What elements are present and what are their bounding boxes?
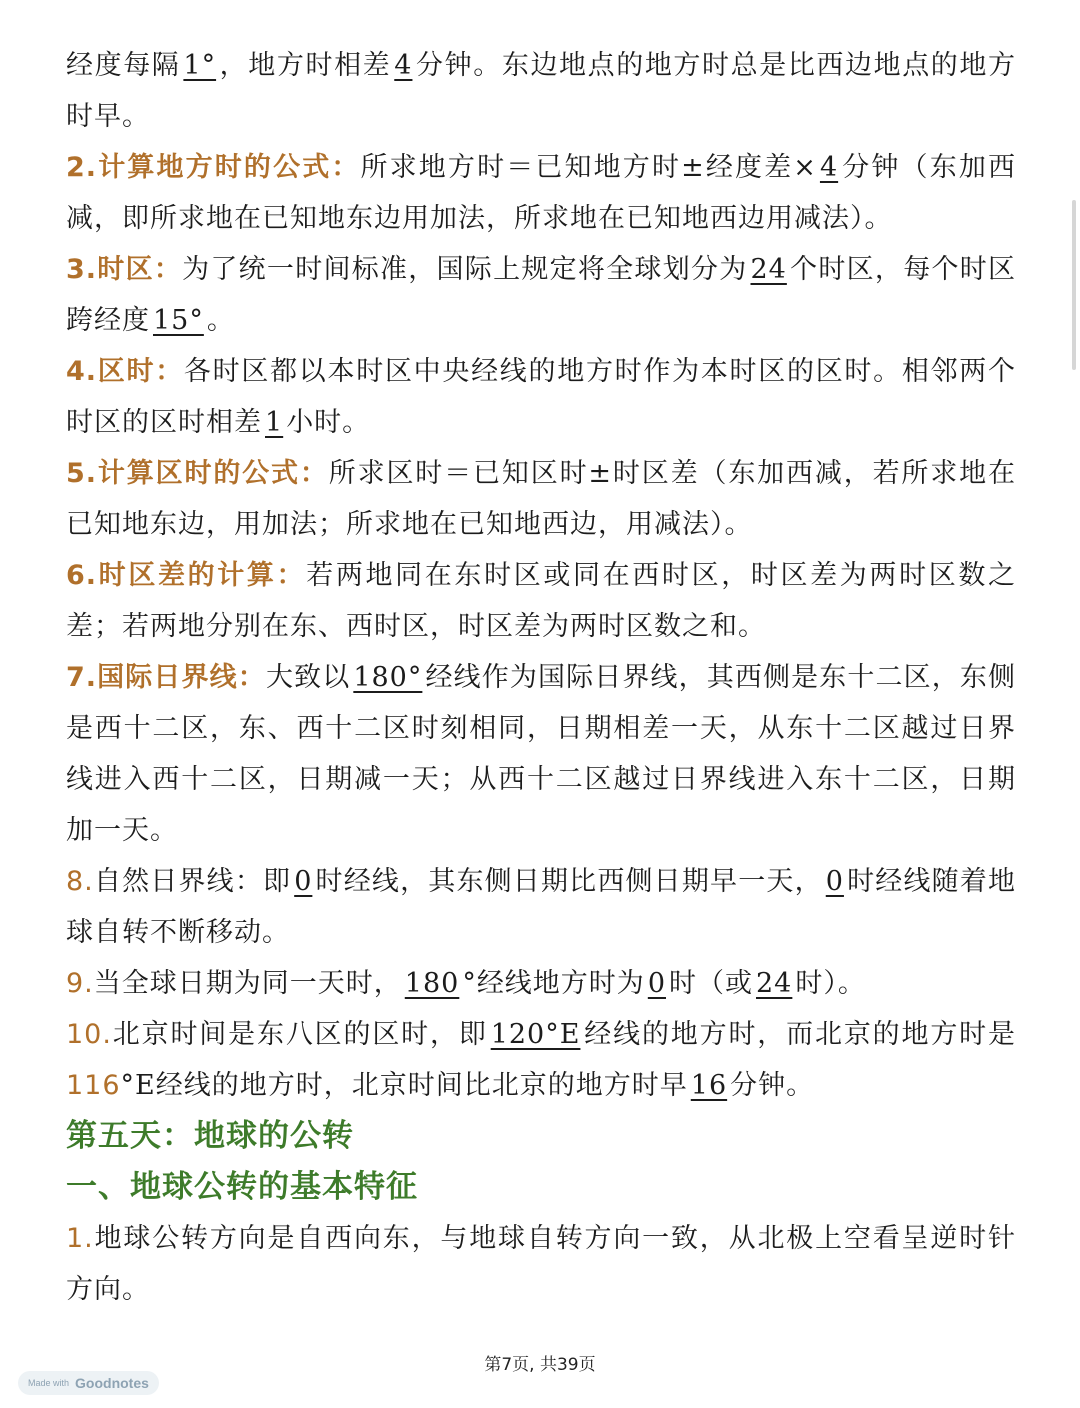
filled-blank: 120°E (490, 1019, 581, 1050)
paragraph-p8 (66, 856, 1016, 958)
paragraph-p10 (66, 1009, 1016, 1111)
paragraph-p7 (66, 652, 1016, 856)
text-segment: 为了统一时间标准，国际上规定将全球划分为 (182, 254, 748, 285)
filled-blank: 1° (183, 50, 217, 81)
term-label: 5.计算区时的公式： (66, 458, 329, 489)
filled-blank: 4 (819, 152, 839, 183)
item-number: 10. (66, 1019, 112, 1050)
text-segment: 各时区都以本时区中央经线的地方时作为本时区的区时。相邻两个时区的区时相差 (66, 356, 1017, 438)
content-area (66, 40, 1016, 1315)
text-segment: 分钟。东边地点的地方时总是比西边地点的地方时早。 (66, 50, 1017, 132)
text-segment: 所求地方时＝已知地方时±经度差× (360, 152, 817, 183)
scrollbar[interactable] (1072, 200, 1076, 370)
text-segment: °E经线的地方时，北京时间比北京的地方时早 (120, 1070, 688, 1101)
text-segment: 若两地同在东时区或同在西时区，时区差为两时区数之差；若两地分别在东、西时区，时区差为两时区数之和。 (66, 560, 1017, 642)
text-segment: 经线作为国际日界线，其西侧是东十二区，东侧是西十二区，东、西十二区时刻相同，日期相差一天，从东十二区越过日界线进入西十二区，日期减一天；从西十二区越过日界线进入东十二区，日期加一天。 (66, 662, 1017, 846)
page-indicator: 第7页, 共39页 (484, 1355, 596, 1375)
filled-blank: 24 (750, 254, 787, 285)
filled-blank: 0 (647, 968, 666, 999)
text-segment: ，地方时相差 (219, 50, 392, 81)
text-segment: 自然日界线：即 (93, 866, 292, 897)
section-heading: 一、地球公转的基本特征 (66, 1169, 418, 1205)
item-number: 8. (66, 866, 94, 897)
text-segment: 时经线，其东侧日期比西侧日期早一天， (315, 866, 823, 897)
paragraph-revolution-1 (66, 1213, 1016, 1315)
paragraph-p2 (66, 142, 1016, 244)
filled-blank: 0 (825, 866, 844, 897)
item-number: 9. (66, 968, 94, 999)
text-segment: 时（或 (669, 968, 753, 999)
text-segment: 经度每隔 (66, 50, 181, 81)
text-segment: 小时。 (286, 407, 371, 438)
paragraph-p4 (66, 346, 1016, 448)
filled-blank: 0 (294, 866, 313, 897)
goodnotes-badge (18, 1371, 159, 1395)
paragraph-p6 (66, 550, 1016, 652)
term-label: 7.国际日界线： (66, 662, 266, 693)
text-segment: 北京时间是东八区的区时，即 (111, 1019, 488, 1050)
filled-blank: 15° (153, 305, 204, 336)
text-segment: °经线地方时为 (462, 968, 645, 999)
filled-blank: 180 (404, 968, 460, 999)
text-segment: 当全球日期为同一天时， (93, 968, 402, 999)
filled-blank: 4 (394, 50, 413, 81)
text-segment: 大致以 (265, 662, 351, 693)
badge-brand-text: Goodnotes (75, 1375, 149, 1391)
filled-blank: 16 (690, 1070, 728, 1101)
paragraph-list (66, 40, 1016, 1111)
text-segment: 时）。 (795, 968, 866, 999)
text-segment: 个时区，每个时区跨经度 (66, 254, 1017, 336)
text-segment: 分钟。 (730, 1070, 815, 1101)
text-segment: 时经线随着地球自转不断移动。 (66, 866, 1017, 948)
term-label: 3.时区： (66, 254, 183, 285)
text-segment: 。 (206, 305, 235, 336)
item-number: 116 (66, 1070, 121, 1101)
paragraph-p5 (66, 448, 1016, 550)
paragraph-p3 (66, 244, 1016, 346)
paragraph-p1 (66, 40, 1016, 142)
filled-blank: 180° (353, 662, 423, 693)
filled-blank: 1 (265, 407, 284, 438)
item-number: 1. (66, 1223, 94, 1254)
text-segment: 所求区时＝已知区时±时区差（东加西减，若所求地在已知地东边，用加法；所求地在已知地西边，用减法）。 (66, 458, 1016, 540)
paragraph-p9 (66, 958, 1016, 1009)
term-label: 2.计算地方时的公式： (66, 152, 361, 183)
term-label: 6.时区差的计算： (66, 560, 307, 591)
text-segment: 分钟（东加西减，即所求地在已知地东边用加法，所求地在已知地西边用减法）。 (66, 152, 1016, 234)
term-label: 4.区时： (66, 356, 184, 387)
text-segment: 地球公转方向是自西向东，与地球自转方向一致，从北极上空看呈逆时针方向。 (66, 1223, 1016, 1305)
text-segment: 经线的地方时，而北京的地方时是 (583, 1019, 1017, 1050)
badge-small-text: Made with (28, 1378, 70, 1388)
filled-blank: 24 (756, 968, 793, 999)
day-heading: 第五天：地球的公转 (66, 1118, 354, 1154)
